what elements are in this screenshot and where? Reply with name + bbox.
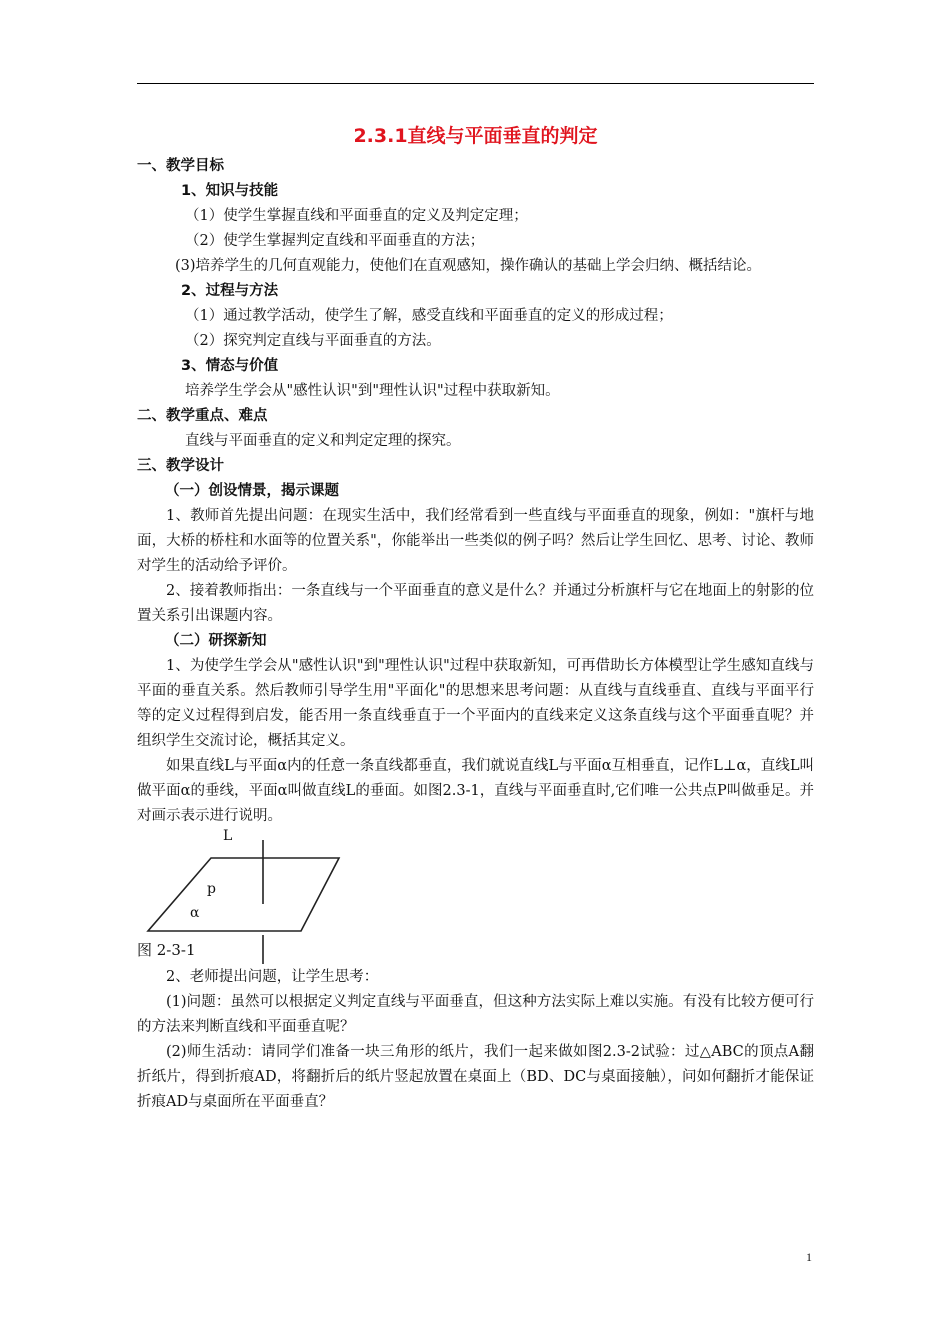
list-item: （1）使学生掌握直线和平面垂直的定义及判定定理； [185,208,528,224]
header-rule [137,83,814,84]
label-alpha: α [190,905,200,921]
subsection-knowledge-heading: 1、知识与技能 [181,183,279,199]
paragraph: 2、接着教师指出：一条直线与一个平面垂直的意义是什么？并通过分析旗杆与它在地面上的射影的位置关系引出课题内容。 [137,583,814,624]
part-2-heading: （二）研探新知 [165,633,267,649]
key-points-text: 直线与平面垂直的定义和判定定理的探究。 [185,433,461,449]
label-L: L [223,828,233,844]
section-2-heading: 二、教学重点、难点 [137,408,268,424]
paragraph: 1、教师首先提出问题：在现实生活中，我们经常看到一些直线与平面垂直的现象，例如："旗杆与地面，大桥的桥柱和水面等的位置关系"，你能举出一些类似的例子吗？然后让学生回忆、思考、讨论、教师对学生的活动给予评价。 [137,508,814,574]
figure-caption: 图 2-3-1 [137,941,196,959]
page-number: 1 [806,1250,812,1264]
document-body [137,120,814,1115]
list-item: （1）通过教学活动，使学生了解，感受直线和平面垂直的定义的形成过程； [185,308,673,324]
list-item: （2）使学生掌握判定直线和平面垂直的方法； [185,233,485,249]
plane-alpha-shape [148,858,339,931]
figure-2-3-1 [137,829,814,965]
list-item: （2）探究判定直线与平面垂直的方法。 [185,333,441,349]
paragraph: 2、老师提出问题，让学生思考： [166,969,379,985]
paragraph: (2)师生活动：请同学们准备一块三角形的纸片，我们一起来做如图2.3-2试验：过△ABC的顶点A翻折纸片，得到折痕AD，将翻折后的纸片竖起放置在桌面上（BD、DC与桌面接触），问如何翻折才能保证折痕AD与桌面所在平面垂直？ [137,1044,814,1110]
section-3-heading: 三、教学设计 [137,458,224,474]
part-1-heading: （一）创设情景，揭示课题 [165,483,339,499]
paragraph: 如果直线L与平面α内的任意一条直线都垂直，我们就说直线L与平面α互相垂直，记作L⊥α，直线L叫做平面α的垂线，平面α叫做直线L的垂面。如图2.3-1，直线与平面垂直时,它们唯一公共点P叫做垂足。并对画示表示进行说明。 [137,758,814,824]
label-p: p [207,881,216,897]
subsection-values-heading: 3、情态与价值 [181,358,279,374]
subsection-process-heading: 2、过程与方法 [181,283,279,299]
section-1-heading: 一、教学目标 [137,158,224,174]
list-item: (3)培养学生的几何直观能力，使他们在直观感知，操作确认的基础上学会归纳、概括结论。 [175,258,762,274]
values-text: 培养学生学会从"感性认识"到"理性认识"过程中获取新知。 [185,383,560,399]
paragraph: 1、为使学生学会从"感性认识"到"理性认识"过程中获取新知，可再借助长方体模型让学生感知直线与平面的垂直关系。然后教师引导学生用"平面化"的思想来思考问题：从直线与直线垂直、直线与平面平行等的定义过程得到启发，能否用一条直线垂直于一个平面内的直线来定义这条直线与这个平面垂直呢？并组织学生交流讨论，概括其定义。 [137,658,814,749]
page-title: 2.3.1直线与平面垂直的判定 [353,125,598,147]
paragraph: (1)问题：虽然可以根据定义判定直线与平面垂直，但这种方法实际上难以实施。有没有比较方便可行的方法来判断直线和平面垂直呢？ [137,994,814,1035]
